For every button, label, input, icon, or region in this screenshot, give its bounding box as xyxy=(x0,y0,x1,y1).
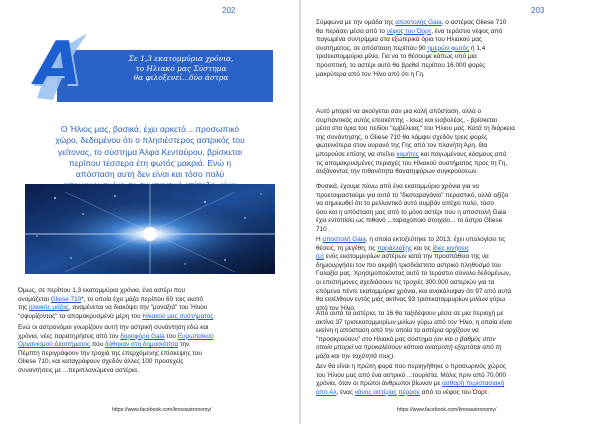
text: και παγωμένους κόσμους από xyxy=(418,150,507,158)
text: εκείνη η απόσταση από την οποία τα αστέρια αρχίζουν να xyxy=(316,327,479,335)
body-paragraph xyxy=(316,363,578,397)
intro-line: Ο Ήλιος μας, βασικά, έχει αρκετό ...προσωπικό xyxy=(60,124,240,134)
text: θα εισέλθουν εντός μιας ακτίνας 93 τρισεκατομμυρίων μιλίων γύρω xyxy=(316,296,505,304)
text: , η οποία εκτοξεύτηκε το 2013, έχει υπολογίσει τις xyxy=(365,236,506,243)
intro-line: χώρο, δεδομένου ότι ο πλησιέστερος αστρικός του xyxy=(55,135,245,146)
solar-system-link[interactable]: Ηλιακού μας συστήματος xyxy=(142,312,214,320)
text: όσο και η απόσταση μας από το μόνο αστέρι που η αποστολή Gaia xyxy=(316,208,507,216)
banner-line: το Ηλιακό μας Σύστημα xyxy=(135,63,227,73)
body-paragraph xyxy=(316,310,578,362)
text: Ενώ οι αστρονόμοι γνωρίζουν αυτή την αστρική συνάντηση εδώ και xyxy=(18,324,209,331)
text: τις απομακρυσμένες περιοχές του Ηλιακού συστήματος προς τη Γη, xyxy=(316,159,508,167)
intro-line: απόσταση αυτή δεν είναι και τόσο πολύ xyxy=(75,169,225,180)
text: επόμενα πέντε εκατομμύρια χρόνια, και ανακάλυψαν ότι 97 από αυτά xyxy=(316,287,512,295)
footer-url[interactable]: https://www.facebook.com/knowastronomy/ xyxy=(112,407,212,413)
text: Gliese 710, και καταγράφουν σχεδόν άλλες 100 προσεχείς xyxy=(18,358,184,366)
article-banner xyxy=(29,26,273,108)
body-paragraph xyxy=(316,183,578,235)
esa-link[interactable]: Ευρωπαϊκού xyxy=(177,332,214,340)
bright-star-image xyxy=(25,184,275,274)
dwarf-star-link[interactable]: νάνος αστέρας xyxy=(354,388,397,396)
text: να σημειωθεί ότι το μελλοντικό αυτό συμβάν απέχει πολύ, τόσο xyxy=(316,200,494,208)
text: χρόνια, νέες παρατηρήσεις από τον xyxy=(18,332,121,340)
text: προοπτική, το αστέρι αυτό θα βρεθεί περίπου 16.000 φορές xyxy=(316,61,486,69)
text: που xyxy=(90,341,105,349)
text: τρισεκατομμύρια μίλια. Για να το θέσουμε κάπως υπό μια xyxy=(316,53,477,61)
text: θα περάσει μέσα από το xyxy=(316,27,387,35)
text: προετοιμαστούμε για αυτό το "διαπαραγάνιο" περαστικό, αλλά αξίζει xyxy=(316,191,509,199)
text: αυξάνοντας την πιθανότητα θανατηφόρων συγκρούσεων. xyxy=(316,168,479,176)
solar-mass-link[interactable]: ηλιακής μάζας xyxy=(28,304,69,312)
banner-line: Σε 1,3 εκατομμύρια χρόνια, xyxy=(128,54,234,63)
banner-line: θα φιλοξενεί...δύο άστρα xyxy=(133,73,229,83)
text: δημιουργήσει τον πιο ακριβή τρισδιάστατο αστρικό πληθυσμό του xyxy=(316,261,502,269)
text: συμπαντικός αυτός επισκέπτης - ίσως και εισβολέας, - βρίσκεται xyxy=(316,116,497,124)
gaia-mission-link[interactable]: αποστολής Gaia xyxy=(395,19,442,26)
gaia-satellite-link[interactable]: δορυφόρο Gaia xyxy=(120,332,165,340)
text: χρόνια, όταν οι πρώτοι άνθρωποι βίωναν με xyxy=(316,380,443,388)
text: , ένα τεράστιο νέφος από xyxy=(431,27,503,35)
text: ενός εκατομμυρίων αστέρων κατά την προσπάθεια της να xyxy=(323,253,489,261)
text: έχει εντοπίσει ως πιθανό ...ταραχοποιό στοιχείο... το άστρο Gliese xyxy=(316,217,503,225)
text: μέσα στα όρια του πεδίου "εμβέλειας" του Ήλιου μας. Κατά τη διάρκεια xyxy=(316,125,515,133)
published-link[interactable]: δόθηκαν στη δημοσιότητα xyxy=(104,341,179,349)
italic-text: οποίο μπορεί να προκαλέσουν κάποια ανατροπή εξαρτάται από τη xyxy=(316,344,502,352)
intro-line: γείτονας, το σύστημα Άλφα Κενταύρου, βρίσκεται xyxy=(57,146,243,157)
text: Γαλαξία μας. Χρησιμοποιώντας αυτό το τεράστιο σύνολο δεδομένων, xyxy=(316,270,511,278)
text: μπορούσε επίσης να στείλει xyxy=(316,150,397,158)
text: από τον Ήλιο. xyxy=(316,304,356,312)
footer-url[interactable]: https://www.facebook.com/knowastronomy/ xyxy=(397,407,497,413)
banner-title xyxy=(91,54,271,83)
text: , ένας xyxy=(336,388,355,396)
a-letter-logo xyxy=(33,28,91,106)
italic-text: μάζα και την ταχύτητά τους). xyxy=(316,352,396,360)
text: του xyxy=(164,332,178,340)
text: , αναμένεται να διακόψει την "μοναξιά" του Ήλιου xyxy=(68,304,208,312)
logo-letter: A xyxy=(35,29,82,99)
proper-motion-link-cont[interactable]: (μ) xyxy=(316,253,324,261)
body-paragraph xyxy=(18,324,280,376)
text: Φυσικά, έχουμε πάνω από ένα εκατομμύριο χρόνια για να xyxy=(316,183,480,190)
text: . xyxy=(213,312,216,320)
text: "προσκρούουν" στο Ηλιακό μας σύστημα xyxy=(316,335,434,343)
left-page xyxy=(0,0,299,424)
comets-link[interactable]: κομήτες xyxy=(396,150,419,158)
text: Σύμφωνα με την ομάδα της xyxy=(316,19,396,26)
text: Πέμπτη περιγράφουν την τροχιά της επερχόμενης επίσκεψης του xyxy=(18,349,202,357)
text: από το νέφος του Όορτ. xyxy=(419,388,489,396)
body-paragraph xyxy=(316,236,578,313)
body-paragraph xyxy=(316,108,578,177)
text: Η xyxy=(316,236,323,243)
passed-link[interactable]: πέρασε xyxy=(398,388,420,396)
text: "σφυρίζοντας" τα απομακρυσμένα μέρη του xyxy=(18,312,143,320)
text: μακρύτερα από τον Ήλιο από ότι η Γη. xyxy=(316,70,425,78)
page-number: 202 xyxy=(222,6,236,15)
text: την xyxy=(178,341,190,349)
gliese-710-link[interactable]: Gliese 710 xyxy=(50,295,82,303)
text: Από αυτά τα αστέρια, τα 16 θα ταξιδέψουν μέσα σε μια περιοχή με xyxy=(316,310,504,317)
body-paragraph xyxy=(18,287,280,321)
proper-motion-link[interactable]: ίδιες κινήσεις xyxy=(432,244,470,252)
intro-line: περίπου τέσσερα έτη φωτός μακριά. Ενώ η xyxy=(68,157,232,168)
italic-text: (αν και ο βαθμός στον xyxy=(433,335,496,343)
text: συναντήσεις με ...περιπλανώμενα αστέρια. xyxy=(18,366,139,374)
text: φωτεινότερα στον ουρανό της Γης από τον πλανήτη Άρη. Θα xyxy=(316,142,488,150)
body-paragraph xyxy=(316,19,578,79)
right-page xyxy=(301,0,600,424)
text: , ο αστέρας Gliese 710 xyxy=(441,19,507,26)
gaia-mission-link[interactable]: αποστολή Gaia xyxy=(322,236,366,243)
text: και τις xyxy=(411,244,433,252)
text: *, το οποίο έχει μάζα περίπου 60 τοις εκατό xyxy=(81,295,203,303)
parallax-link[interactable]: παράλλαξης xyxy=(377,244,412,252)
text: παγωμένα συντρίμμια στα εξωτερικά όρια του Ηλιακού μας xyxy=(316,36,482,44)
text: της συνάντησης, ο Gliese 710 θα λάμψει σχεδόν τρεις φορές xyxy=(316,133,488,141)
text: ονομάζεται xyxy=(18,295,51,303)
text: συστήματος, σε απόσταση περίπου 90 xyxy=(316,44,428,52)
text: του Ήλιου μας από ένα αστρικό ...τουρίστα. Μόλις πριν από 70.000 xyxy=(316,371,507,379)
light-days-link[interactable]: ημερών φωτός xyxy=(427,44,470,52)
text: της xyxy=(18,304,29,312)
text: οι επιστήμονες σχεδιάσουν τις τροχιές 300.000 αστεριών για τα xyxy=(316,278,495,286)
text: Αυτό μπορεί να ακούγεται σαν μια καλή απόσταση, αλλά ο xyxy=(316,108,482,115)
text: 710 . xyxy=(316,225,331,233)
esa-link-cont[interactable]: Οργανισμού Διαστήματος xyxy=(18,341,91,349)
text: Δεν θα είναι η πρώτη φορά που περιηγήθηκε ο προσωρινός χώρος xyxy=(316,363,507,370)
text: ή 1,4 xyxy=(469,44,486,52)
page-number: 203 xyxy=(531,6,545,15)
oort-cloud-link[interactable]: νέφος του Όορτ xyxy=(386,27,432,35)
text: Όμως, σε περίπου 1,3 εκατομμύρια χρόνια, ένα αστέρι που xyxy=(18,287,186,294)
text: θέσεις, τη μεγέθη, τις xyxy=(316,244,378,252)
occasional-link[interactable]: ασθαρή περιστασιακή xyxy=(442,380,505,388)
text: ακτίνα 37 τρισεκατομμυρίων μιλίων γύρω από τον Ήλιο, η οποία είναι xyxy=(316,318,512,326)
occasional-link-cont[interactable]: από Αλ xyxy=(316,388,337,396)
